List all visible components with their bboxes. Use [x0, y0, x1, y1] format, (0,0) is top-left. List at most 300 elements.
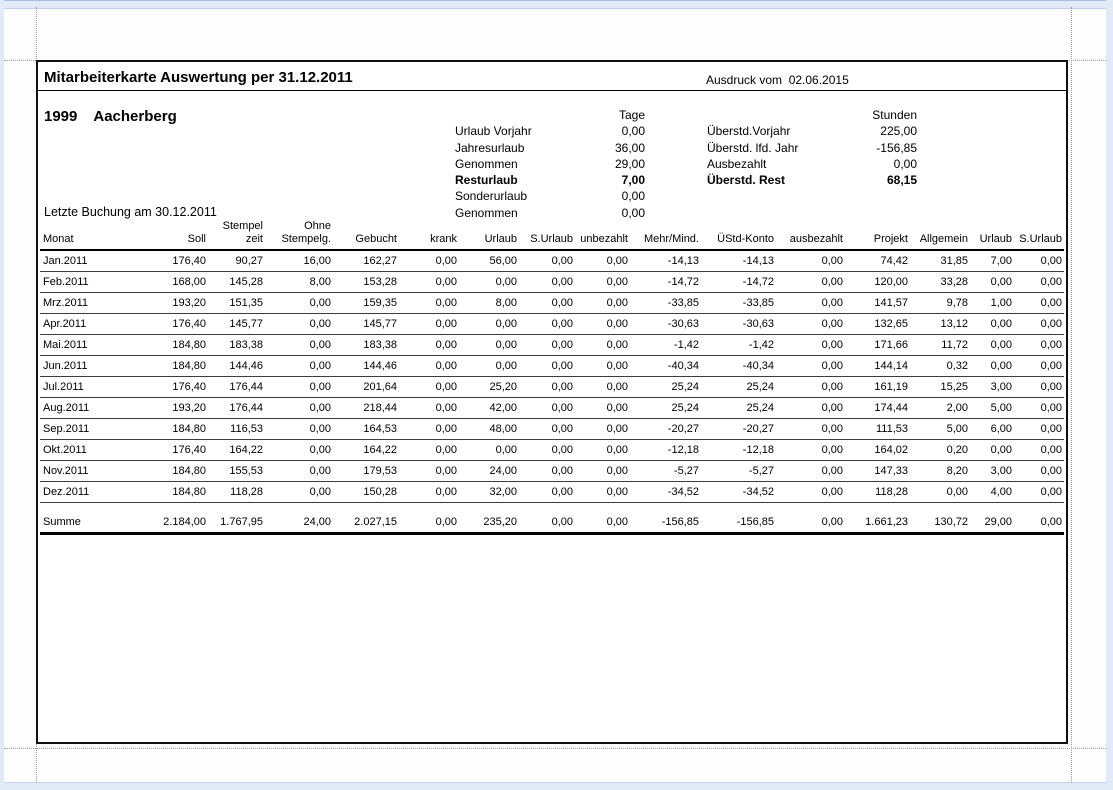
value-cell: 176,40	[160, 377, 208, 398]
value-cell: 164,22	[333, 440, 399, 461]
summary-days	[455, 107, 645, 221]
value-cell: 183,38	[208, 335, 265, 356]
value-cell: 0,00	[776, 250, 845, 272]
column-header-line2: S.Urlaub	[1019, 233, 1062, 245]
value-cell: 132,65	[845, 314, 910, 335]
table-row	[40, 398, 1064, 419]
value-cell: 176,44	[208, 377, 265, 398]
value-cell: 0,00	[776, 461, 845, 482]
preview-frame-left	[0, 0, 4, 789]
value-cell: 0,00	[575, 314, 630, 335]
value-cell: 0,20	[910, 440, 970, 461]
table-row	[40, 440, 1064, 461]
summary-row	[455, 140, 645, 156]
value-cell: 0,00	[1014, 272, 1064, 293]
summary-value: -156,85	[876, 140, 917, 155]
summary-hours-unit: Stunden	[872, 108, 917, 122]
value-cell: 184,80	[160, 356, 208, 377]
column-header-line2: Projekt	[873, 233, 908, 245]
column-header-line1: Ohne	[304, 220, 331, 232]
value-cell: 0,00	[1014, 482, 1064, 503]
value-cell: 33,28	[910, 272, 970, 293]
table-row	[40, 482, 1064, 503]
employee-name: Aacherberg	[93, 108, 177, 125]
month-cell: Feb.2011	[40, 272, 160, 293]
column-header	[575, 218, 630, 250]
value-cell: 0,00	[459, 314, 519, 335]
value-cell: 184,80	[160, 419, 208, 440]
value-cell: 0,00	[1014, 314, 1064, 335]
value-cell: -1,42	[701, 335, 776, 356]
summary-label: Sonderurlaub	[455, 189, 528, 204]
column-header	[519, 218, 575, 250]
value-cell: 0,00	[519, 335, 575, 356]
value-cell: 0,00	[575, 482, 630, 503]
value-cell: 0,00	[970, 356, 1014, 377]
value-cell: 0,00	[970, 440, 1014, 461]
spacer-cell	[776, 503, 845, 513]
value-cell: 0,00	[776, 377, 845, 398]
value-cell: -5,27	[630, 461, 701, 482]
value-cell: 176,40	[160, 440, 208, 461]
margin-guide-bottom	[4, 748, 1106, 749]
summe-row	[40, 512, 1064, 534]
table-row	[40, 377, 1064, 398]
column-header-line2: unbezahlt	[580, 233, 628, 245]
column-header-line2: ÜStd-Konto	[717, 233, 774, 245]
spacer-cell	[630, 503, 701, 513]
summary-label: Überstd. Rest	[707, 173, 786, 188]
value-cell: 0,00	[519, 398, 575, 419]
summary-value: 36,00	[614, 140, 645, 155]
value-cell: 24,00	[459, 461, 519, 482]
column-header	[208, 218, 265, 250]
summary-row	[707, 140, 917, 156]
value-cell: 0,00	[575, 293, 630, 314]
value-cell: 0,00	[399, 335, 459, 356]
value-cell: 179,53	[333, 461, 399, 482]
summary-value: 0,00	[621, 124, 645, 139]
summary-value: 0,00	[893, 156, 917, 171]
value-cell: 0,00	[265, 398, 333, 419]
value-cell: -14,72	[630, 272, 701, 293]
column-header-line2: ausbezahlt	[789, 233, 843, 245]
value-cell: 0,00	[575, 272, 630, 293]
summary-label: Überstd.Vorjahr	[707, 124, 791, 139]
value-cell: -30,63	[630, 314, 701, 335]
value-cell: 235,20	[459, 512, 519, 534]
value-cell: 0,00	[519, 377, 575, 398]
spacer-cell	[399, 503, 459, 513]
value-cell: 116,53	[208, 419, 265, 440]
table-row	[40, 272, 1064, 293]
value-cell: 162,27	[333, 250, 399, 272]
value-cell: 0,00	[575, 377, 630, 398]
summary-row	[707, 172, 917, 188]
value-cell: 7,00	[970, 250, 1014, 272]
summary-value: 0,00	[621, 189, 645, 204]
value-cell: 147,33	[845, 461, 910, 482]
value-cell: 0,00	[265, 482, 333, 503]
value-cell: 13,12	[910, 314, 970, 335]
value-cell: 0,00	[776, 398, 845, 419]
summary-row	[707, 123, 917, 139]
value-cell: 25,24	[630, 377, 701, 398]
column-header	[160, 218, 208, 250]
column-header-line2: zeit	[245, 233, 263, 245]
summary-hours	[707, 107, 917, 188]
value-cell: 176,40	[160, 314, 208, 335]
summary-label: Urlaub Vorjahr	[455, 124, 532, 139]
value-cell: 0,00	[265, 335, 333, 356]
value-cell: 0,00	[1014, 356, 1064, 377]
summary-label: Resturlaub	[455, 173, 518, 188]
value-cell: 2.027,15	[333, 512, 399, 534]
value-cell: 144,46	[208, 356, 265, 377]
spacer-cell	[575, 503, 630, 513]
column-header	[970, 218, 1014, 250]
employee-number: 1999	[44, 108, 78, 125]
summary-label: Genommen	[455, 205, 518, 220]
value-cell: 0,00	[265, 356, 333, 377]
value-cell: 3,00	[970, 461, 1014, 482]
value-cell: 0,00	[399, 461, 459, 482]
spacer-cell	[519, 503, 575, 513]
value-cell: 29,00	[970, 512, 1014, 534]
value-cell: -34,52	[701, 482, 776, 503]
month-cell: Sep.2011	[40, 419, 160, 440]
value-cell: 176,44	[208, 398, 265, 419]
column-header-line2: Allgemein	[919, 233, 968, 245]
summary-label: Überstd. lfd. Jahr	[707, 140, 799, 155]
value-cell: 0,00	[1014, 250, 1064, 272]
summary-days-rows	[455, 123, 645, 221]
spacer-cell	[845, 503, 910, 513]
value-cell: 130,72	[910, 512, 970, 534]
spacer-cell	[333, 503, 399, 513]
value-cell: 218,44	[333, 398, 399, 419]
value-cell: 3,00	[970, 377, 1014, 398]
column-header	[845, 218, 910, 250]
value-cell: 0,00	[399, 398, 459, 419]
value-cell: 0,00	[970, 314, 1014, 335]
value-cell: 164,22	[208, 440, 265, 461]
value-cell: -20,27	[630, 419, 701, 440]
value-cell: 0,00	[1014, 377, 1064, 398]
table-row	[40, 250, 1064, 272]
column-header	[459, 218, 519, 250]
value-cell: -40,34	[630, 356, 701, 377]
value-cell: 0,00	[265, 314, 333, 335]
spacer-cell	[910, 503, 970, 513]
value-cell: 184,80	[160, 461, 208, 482]
table-row	[40, 419, 1064, 440]
column-header	[701, 218, 776, 250]
value-cell: 141,57	[845, 293, 910, 314]
last-booking: Letzte Buchung am 30.12.2011	[44, 205, 217, 219]
value-cell: 0,00	[910, 482, 970, 503]
column-header-line2: Urlaub	[484, 233, 517, 245]
value-cell: 0,00	[399, 482, 459, 503]
value-cell: 1.661,23	[845, 512, 910, 534]
value-cell: -30,63	[701, 314, 776, 335]
summary-value: 29,00	[614, 156, 645, 171]
value-cell: -156,85	[701, 512, 776, 534]
spacer-cell	[459, 503, 519, 513]
attendance-table	[40, 218, 1064, 535]
value-cell: 151,35	[208, 293, 265, 314]
value-cell: 0,00	[575, 335, 630, 356]
column-header	[40, 218, 160, 250]
summary-value: 68,15	[886, 173, 917, 188]
value-cell: 0,00	[776, 419, 845, 440]
value-cell: 0,00	[399, 419, 459, 440]
table-row	[40, 335, 1064, 356]
value-cell: 0,00	[776, 272, 845, 293]
column-header	[265, 218, 333, 250]
value-cell: -12,18	[630, 440, 701, 461]
month-cell: Nov.2011	[40, 461, 160, 482]
value-cell: 25,24	[701, 398, 776, 419]
summary-value: 0,00	[621, 205, 645, 220]
value-cell: 145,77	[333, 314, 399, 335]
value-cell: 0,00	[1014, 293, 1064, 314]
column-header-line2: Mehr/Mind.	[643, 233, 699, 245]
value-cell: 0,00	[399, 272, 459, 293]
table-row	[40, 314, 1064, 335]
summary-value: 7,00	[621, 173, 645, 188]
value-cell: 0,00	[459, 356, 519, 377]
value-cell: -14,13	[701, 250, 776, 272]
value-cell: 0,00	[519, 461, 575, 482]
summary-days-unit: Tage	[618, 108, 645, 122]
value-cell: 2.184,00	[160, 512, 208, 534]
column-header	[630, 218, 701, 250]
value-cell: 8,20	[910, 461, 970, 482]
summary-label: Ausbezahlt	[707, 156, 767, 171]
value-cell: 0,00	[1014, 440, 1064, 461]
column-header-line2: Soll	[187, 233, 206, 245]
value-cell: 0,00	[575, 512, 630, 534]
value-cell: 31,85	[910, 250, 970, 272]
value-cell: 0,32	[910, 356, 970, 377]
value-cell: 0,00	[265, 440, 333, 461]
value-cell: -33,85	[701, 293, 776, 314]
value-cell: 25,24	[630, 398, 701, 419]
value-cell: 0,00	[399, 250, 459, 272]
spacer-row	[40, 503, 1064, 513]
value-cell: -1,42	[630, 335, 701, 356]
value-cell: 0,00	[519, 512, 575, 534]
preview-frame-right	[1106, 0, 1113, 789]
spacer-cell	[160, 503, 208, 513]
value-cell: 0,00	[970, 272, 1014, 293]
column-header	[1014, 218, 1064, 250]
column-header	[333, 218, 399, 250]
summary-label: Genommen	[455, 156, 518, 171]
value-cell: 0,00	[459, 335, 519, 356]
value-cell: 0,00	[970, 335, 1014, 356]
value-cell: 145,28	[208, 272, 265, 293]
value-cell: 0,00	[575, 356, 630, 377]
month-cell: Jun.2011	[40, 356, 160, 377]
preview-frame-top	[0, 0, 1113, 9]
summary-row	[455, 123, 645, 139]
value-cell: 0,00	[776, 482, 845, 503]
value-cell: 183,38	[333, 335, 399, 356]
value-cell: 0,00	[399, 293, 459, 314]
value-cell: 0,00	[519, 293, 575, 314]
column-header	[910, 218, 970, 250]
column-header-line2: Monat	[43, 233, 74, 245]
employee-header	[44, 108, 177, 125]
report-page	[36, 60, 1068, 744]
value-cell: 56,00	[459, 250, 519, 272]
month-cell: Summe	[40, 512, 160, 534]
value-cell: 0,00	[1014, 335, 1064, 356]
value-cell: 0,00	[265, 461, 333, 482]
value-cell: 4,00	[970, 482, 1014, 503]
value-cell: 6,00	[970, 419, 1014, 440]
value-cell: 0,00	[519, 314, 575, 335]
column-header-line2: Stempelg.	[281, 233, 331, 245]
value-cell: 184,80	[160, 335, 208, 356]
value-cell: 11,72	[910, 335, 970, 356]
table-row	[40, 461, 1064, 482]
value-cell: 8,00	[265, 272, 333, 293]
month-cell: Okt.2011	[40, 440, 160, 461]
table-row	[40, 293, 1064, 314]
value-cell: 144,46	[333, 356, 399, 377]
value-cell: 161,19	[845, 377, 910, 398]
value-cell: 0,00	[776, 335, 845, 356]
summary-row	[455, 156, 645, 172]
value-cell: 0,00	[776, 293, 845, 314]
value-cell: -12,18	[701, 440, 776, 461]
value-cell: -5,27	[701, 461, 776, 482]
column-header	[776, 218, 845, 250]
value-cell: 193,20	[160, 293, 208, 314]
value-cell: 118,28	[845, 482, 910, 503]
value-cell: 25,20	[459, 377, 519, 398]
spacer-cell	[265, 503, 333, 513]
value-cell: 0,00	[1014, 512, 1064, 534]
value-cell: 1.767,95	[208, 512, 265, 534]
value-cell: 0,00	[776, 356, 845, 377]
value-cell: 0,00	[265, 293, 333, 314]
value-cell: 171,66	[845, 335, 910, 356]
value-cell: 32,00	[459, 482, 519, 503]
value-cell: -40,34	[701, 356, 776, 377]
value-cell: 184,80	[160, 482, 208, 503]
value-cell: 145,77	[208, 314, 265, 335]
month-cell: Mai.2011	[40, 335, 160, 356]
value-cell: 5,00	[970, 398, 1014, 419]
value-cell: 1,00	[970, 293, 1014, 314]
summary-row	[707, 156, 917, 172]
value-cell: 176,40	[160, 250, 208, 272]
value-cell: 0,00	[519, 440, 575, 461]
summary-label: Jahresurlaub	[455, 140, 525, 155]
value-cell: 0,00	[575, 440, 630, 461]
value-cell: 0,00	[776, 314, 845, 335]
value-cell: 0,00	[575, 250, 630, 272]
summary-value: 225,00	[880, 124, 917, 139]
value-cell: 0,00	[575, 398, 630, 419]
value-cell: 48,00	[459, 419, 519, 440]
column-header-line1: Stempel	[222, 220, 263, 232]
margin-guide-right	[1071, 7, 1072, 783]
value-cell: 153,28	[333, 272, 399, 293]
column-header-line2: krank	[430, 233, 457, 245]
spacer-cell	[701, 503, 776, 513]
value-cell: 42,00	[459, 398, 519, 419]
column-header-line2: Urlaub	[979, 233, 1012, 245]
value-cell: 0,00	[1014, 398, 1064, 419]
value-cell: 0,00	[776, 512, 845, 534]
table-row	[40, 356, 1064, 377]
value-cell: 15,25	[910, 377, 970, 398]
summary-hours-rows	[707, 123, 917, 188]
value-cell: 0,00	[519, 419, 575, 440]
value-cell: 5,00	[910, 419, 970, 440]
value-cell: 0,00	[575, 419, 630, 440]
value-cell: 90,27	[208, 250, 265, 272]
value-cell: 150,28	[333, 482, 399, 503]
month-cell: Mrz.2011	[40, 293, 160, 314]
value-cell: 0,00	[1014, 461, 1064, 482]
value-cell: 144,14	[845, 356, 910, 377]
value-cell: 155,53	[208, 461, 265, 482]
value-cell: 120,00	[845, 272, 910, 293]
value-cell: 164,02	[845, 440, 910, 461]
value-cell: -33,85	[630, 293, 701, 314]
spacer-cell	[40, 503, 160, 513]
summary-row	[455, 188, 645, 204]
value-cell: 0,00	[519, 356, 575, 377]
value-cell: 0,00	[1014, 419, 1064, 440]
report-title: Mitarbeiterkarte Auswertung per 31.12.2011	[44, 69, 353, 86]
spacer-cell	[208, 503, 265, 513]
value-cell: 118,28	[208, 482, 265, 503]
column-header-line2: Gebucht	[355, 233, 397, 245]
month-cell: Dez.2011	[40, 482, 160, 503]
value-cell: 0,00	[399, 314, 459, 335]
value-cell: 193,20	[160, 398, 208, 419]
value-cell: 0,00	[519, 250, 575, 272]
value-cell: -156,85	[630, 512, 701, 534]
value-cell: 9,78	[910, 293, 970, 314]
spacer-cell	[1014, 503, 1064, 513]
value-cell: 201,64	[333, 377, 399, 398]
print-date: Ausdruck vom 02.06.2015	[706, 73, 849, 87]
value-cell: 0,00	[399, 377, 459, 398]
value-cell: 111,53	[845, 419, 910, 440]
table-header-row	[40, 218, 1064, 250]
value-cell: 24,00	[265, 512, 333, 534]
value-cell: 174,44	[845, 398, 910, 419]
value-cell: 0,00	[519, 272, 575, 293]
value-cell: -34,52	[630, 482, 701, 503]
value-cell: 0,00	[575, 461, 630, 482]
value-cell: 0,00	[459, 272, 519, 293]
summary-row	[455, 172, 645, 188]
spacer-cell	[970, 503, 1014, 513]
value-cell: -14,13	[630, 250, 701, 272]
value-cell: 0,00	[459, 440, 519, 461]
value-cell: 168,00	[160, 272, 208, 293]
month-cell: Apr.2011	[40, 314, 160, 335]
